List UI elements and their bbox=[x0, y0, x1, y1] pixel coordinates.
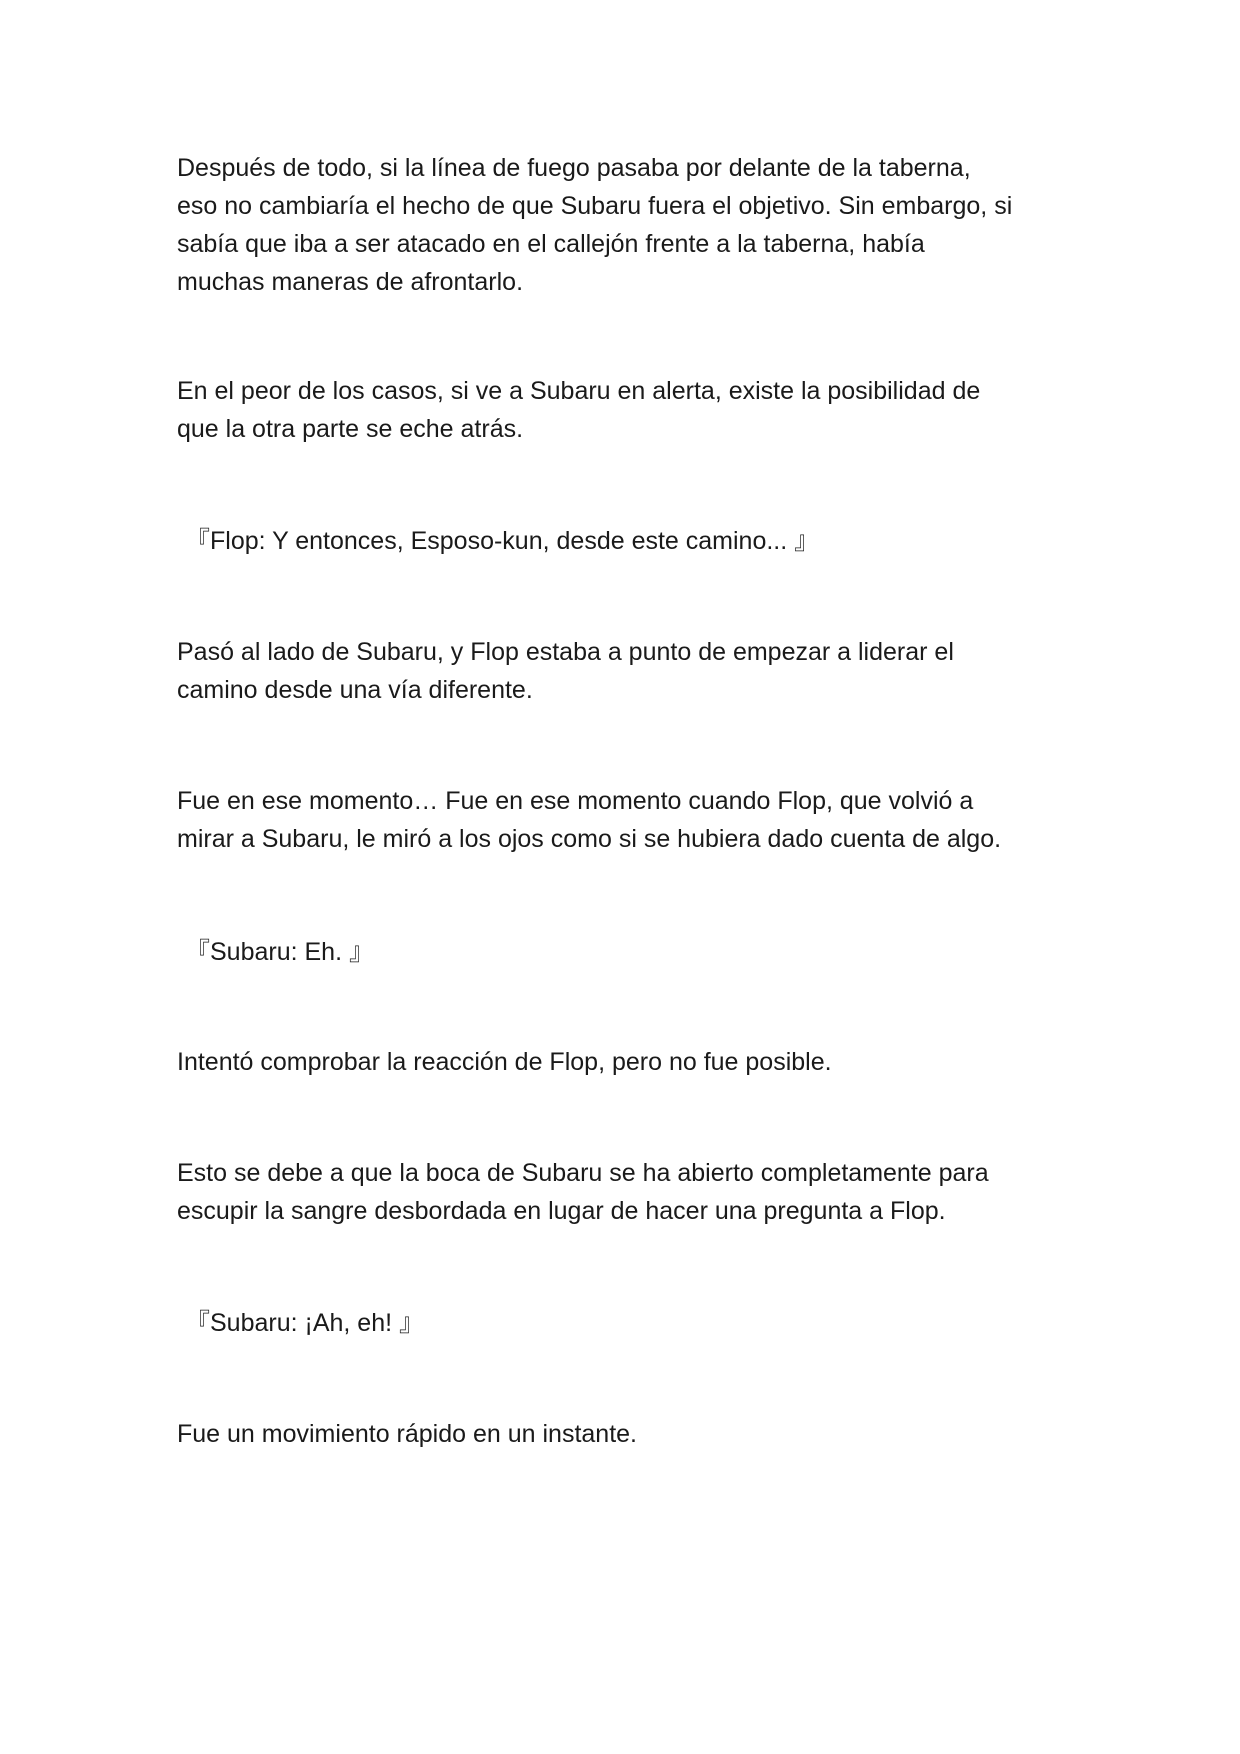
paragraph: Intentó comprobar la reacción de Flop, pero no fue posible. bbox=[177, 1048, 832, 1076]
dialogue-line: 『Subaru: ¡Ah, eh! 』 bbox=[185, 1309, 425, 1337]
paragraph: Fue un movimiento rápido en un instante. bbox=[177, 1420, 637, 1448]
dialogue-line: 『Flop: Y entonces, Esposo-kun, desde este camino... 』 bbox=[185, 527, 820, 555]
dialogue-line: 『Subaru: Eh. 』 bbox=[185, 938, 374, 966]
paragraph: Pasó al lado de Subaru, y Flop estaba a punto de empezar a liderar el camino desde una vía diferente. bbox=[177, 638, 954, 704]
paragraph: Después de todo, si la línea de fuego pasaba por delante de la taberna, eso no cambiaría el hecho de que Subaru fuera el objetivo. Sin embargo, si sabía que iba a ser atacado en el callejón frente a la taberna, había muchas maneras de afrontarlo. bbox=[177, 154, 1013, 296]
paragraph: Esto se debe a que la boca de Subaru se ha abierto completamente para escupir la sangre desbordada en lugar de hacer una pregunta a Flop. bbox=[177, 1159, 989, 1225]
paragraph: Fue en ese momento… Fue en ese momento cuando Flop, que volvió a mirar a Subaru, le miró a los ojos como si se hubiera dado cuenta de algo. bbox=[177, 787, 1002, 853]
paragraph: En el peor de los casos, si ve a Subaru en alerta, existe la posibilidad de que la otra parte se eche atrás. bbox=[177, 377, 981, 443]
